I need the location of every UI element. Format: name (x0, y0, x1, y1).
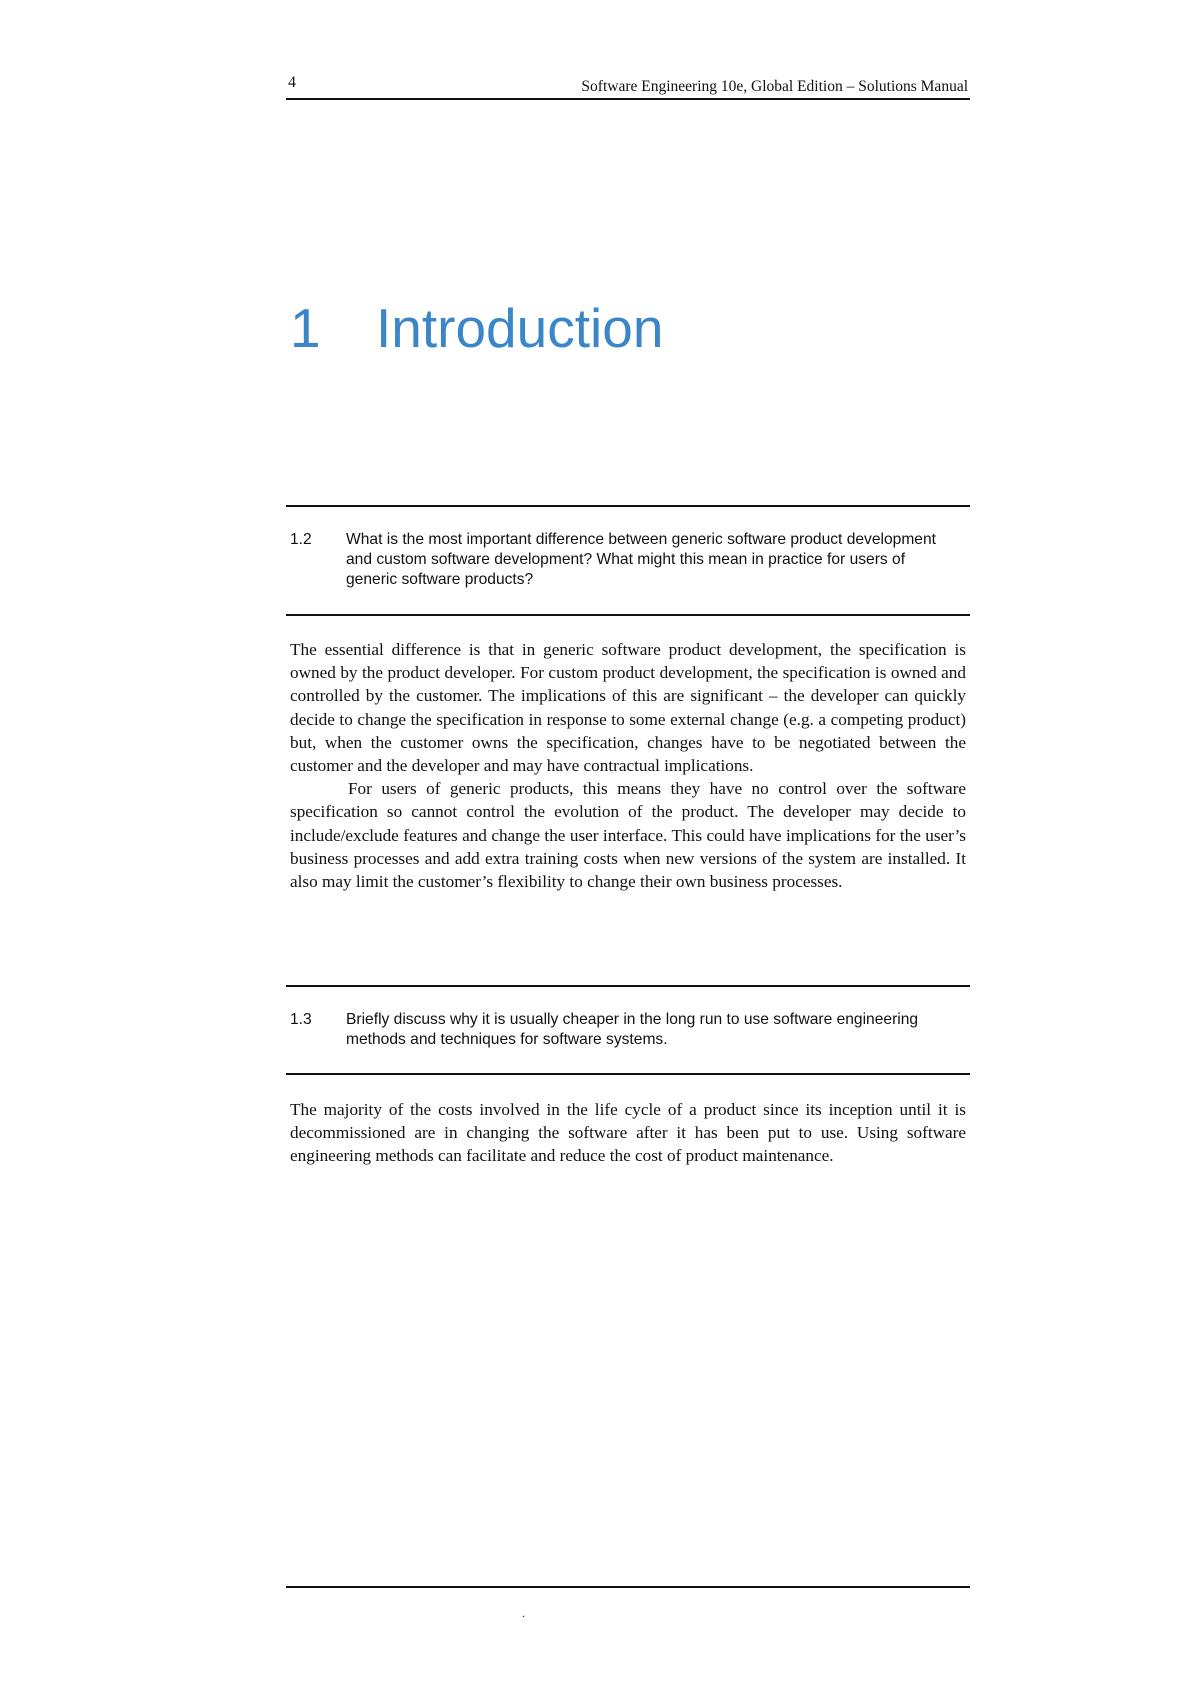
answer-1-3 (290, 1098, 966, 1168)
answer-paragraph: The essential difference is that in generic software product development, the specification is owned by the product developer. For custom product development, the specification is owned and controlled by the customer. The implications of this are significant – the developer can quickly decide to change the specification in response to some external change (e.g. a competing product) but, when the customer owns the specification, changes have to be negotiated between the customer and the developer and may have contractual implications. (290, 640, 966, 776)
answer-paragraph: For users of generic products, this means they have no control over the software specification so cannot control the evolution of the product. The developer may decide to include/exclude features and change the user interface. This could have implications for the user’s business processes and add extra training costs when new versions of the system are installed. It also may limit the customer’s flexibility to change their own business processes. (290, 779, 966, 892)
question-number: 1.2 (290, 531, 312, 548)
question-bottom-rule (286, 1073, 970, 1075)
running-title: Software Engineering 10e, Global Edition – Solutions Manual (581, 78, 968, 95)
question-top-rule (286, 505, 970, 507)
footer-mark: . (522, 1606, 525, 1620)
question-top-rule (286, 985, 970, 987)
answer-paragraph: The majority of the costs involved in the life cycle of a product since its inception until it is decommissioned are in changing the software after it has been put to use. Using software engineering methods can facilitate and reduce the cost of product maintenance. (290, 1100, 966, 1166)
chapter-title: Introduction (376, 297, 664, 359)
page-header (286, 74, 970, 100)
question-text: What is the most important difference between generic software product development and custom software development? What might this mean in practice for users of generic software products? (346, 531, 936, 588)
page-number: 4 (288, 74, 296, 91)
question-bottom-rule (286, 614, 970, 616)
footer-rule (286, 1586, 970, 1588)
answer-1-2 (290, 638, 966, 893)
question-text: Briefly discuss why it is usually cheaper in the long run to use software engineering methods and techniques for software systems. (346, 1011, 919, 1048)
question-number: 1.3 (290, 1011, 312, 1028)
chapter-number: 1 (290, 297, 321, 359)
